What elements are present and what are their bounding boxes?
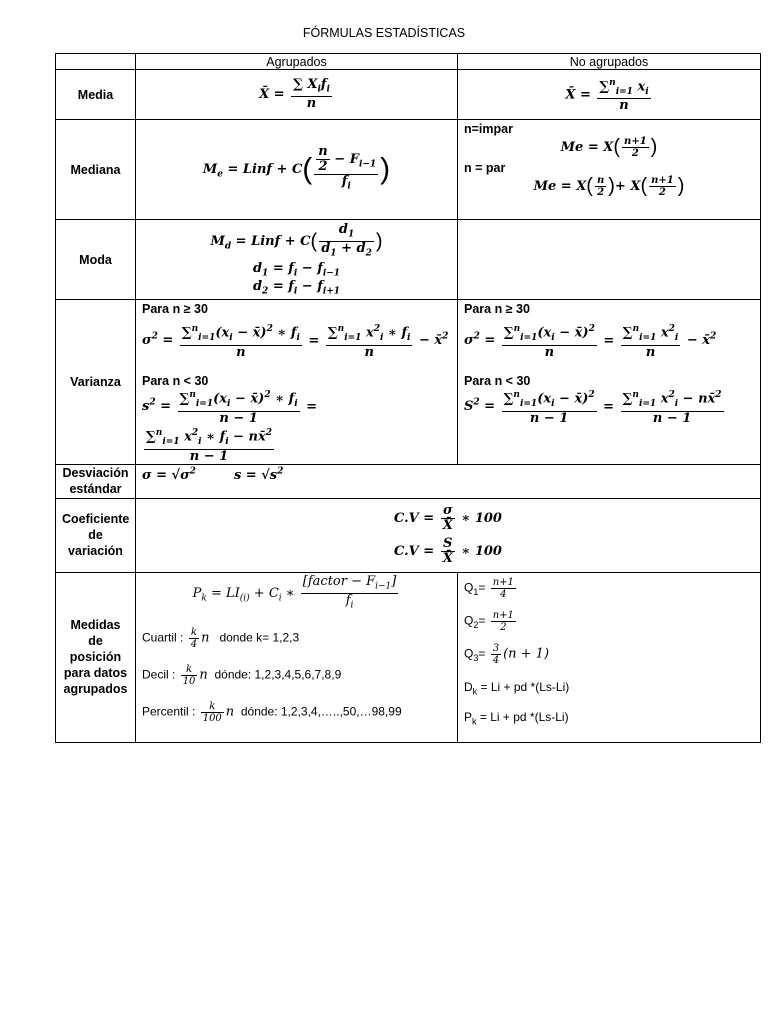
varianza-ungrouped-small-n-label: Para n < 30 [464, 373, 531, 388]
formula-moda-ungrouped [458, 220, 761, 300]
row-media [56, 70, 761, 120]
formula-desviacion: $\sigma = √\sigma^2$ $s = √s^2$ [136, 464, 761, 498]
formula-table [55, 53, 761, 743]
row-label-desviacion: Desviación estándar [56, 464, 136, 498]
row-moda [56, 220, 761, 300]
decil-prefix: Decil : [142, 667, 176, 682]
row-posicion [56, 572, 761, 742]
formula-posicion-ungrouped: $Q_1=$ $\frac{n+1}{4}$ $Q_2=$ $\frac{n+1}{2}$ $Q_3=$ $\frac{3}{4}$ (n + 1) $D_k = Li$ + pd *(Ls-Li) $P_k = Li$ + pd *(Ls-Li) [458, 572, 761, 742]
formula-mediana-ungrouped: n=impar Me = X( $\frac{n+1}{2}$ ) n = par Me = X( $\frac{n}{2}$ )+ X( $\frac{n+1}{2}$ ) [458, 120, 761, 220]
row-label-coeficiente: Coeficiente de variación [56, 498, 136, 572]
row-label-mediana: Mediana [56, 120, 136, 220]
cuartil-suffix: donde k= 1,2,3 [219, 630, 300, 645]
header-grouped: Agrupados [136, 54, 458, 70]
formula-varianza-grouped: Para n ≥ 30 $\sigma^2$ = $\frac{\sum^n_{i=1}(x_i - x̄)^2 ∗ f_i}{n}$ = $\frac{\sum^n_{i=1} x^2_i ∗ f_i}{n}$ − x̄$^2$ Para n < 30 $s^2$ = $\frac{\sum^n_{i=1}(x_i - x̄)^2 ∗ f_i}{n - 1}$ = $\frac{\sum^n_{i=1} x^2_i ∗ f_i - nx̄^2}{n - 1}$ [136, 300, 458, 465]
row-label-moda: Moda [56, 220, 136, 300]
decil-suffix: dónde: 1,2,3,4,5,6,7,8,9 [214, 667, 342, 682]
header-row [56, 54, 761, 70]
cuartil-prefix: Cuartil : [142, 630, 184, 645]
formula-mediana-grouped: $M_e$ = Linf + C( $\frac{n}{2}$ − $F_{i-1}$ $f_i$ ) [136, 120, 458, 220]
formula-media-grouped: X̄ = $\frac{\sum X_if_i}{n}$ [136, 70, 458, 120]
formula-media-ungrouped: X̄ = $\frac{\sum^n_{i=1} x_i}{n}$ [458, 70, 761, 120]
row-mediana [56, 120, 761, 220]
row-desviacion [56, 464, 761, 498]
varianza-ungrouped-large-n-label: Para n ≥ 30 [464, 302, 530, 316]
header-ungrouped: No agrupados [458, 54, 761, 70]
formula-moda-grouped: $M_d$ = Linf + C( $\frac{d_1}{d_1 + d_2}$ ) $d_1 = f_i - f_{i-1}$ $d_2 = f_i - f_{i+1}$ [136, 220, 458, 300]
varianza-large-n-label: Para n ≥ 30 [142, 302, 208, 316]
row-label-media: Media [56, 70, 136, 120]
formula-posicion-grouped: $P_k = LI_{(i)} + C_i$ ∗ $\frac{[factor - F_{i-1}]}{f_i}$ Cuartil : $\frac{k}{4}$ n donde k= 1,2,3 Decil : $\frac{k}{10}$ n dónde: 1,2,3,4,5,6,7,8,9 Percentil : $\frac{k}{100}$ n dónde: 1,2,3,4,…..,50,…98,99 [136, 572, 458, 742]
header-empty-cell [56, 54, 136, 70]
formula-varianza-ungrouped: Para n ≥ 30 $\sigma^2$ = $\frac{\sum^n_{i=1}(x_i - x̄)^2}{n}$ = $\frac{\sum^n_{i=1} x^2_i}{n}$ − x̄$^2$ Para n < 30 $S^2$ = $\frac{\sum^n_{i=1}(x_i - x̄)^2}{n - 1}$ = $\frac{\sum^n_{i=1} x^2_i - nx̄^2}{n - 1}$ [458, 300, 761, 465]
row-label-varianza: Varianza [56, 300, 136, 465]
mediana-odd-label: n=impar [464, 122, 513, 136]
percentil-suffix: dónde: 1,2,3,4,…..,50,…98,99 [240, 704, 402, 719]
formula-coeficiente: C.V = $\frac{\sigma}{X̄}$ ∗ 100 C.V = $\frac{S}{X̄}$ ∗ 100 [136, 498, 761, 572]
row-label-posicion: Medidas de posición para datos agrupados [56, 572, 136, 742]
page-title: FÓRMULAS ESTADÍSTICAS [302, 26, 466, 40]
row-varianza [56, 300, 761, 465]
dk-formula: = Li + pd *(Ls-Li) [480, 679, 570, 694]
varianza-small-n-label: Para n < 30 [142, 373, 209, 388]
mediana-even-label: n = par [464, 161, 506, 175]
pk-formula: = Li + pd *(Ls-Li) [479, 710, 569, 725]
row-coeficiente [56, 498, 761, 572]
percentil-prefix: Percentil : [142, 704, 196, 719]
